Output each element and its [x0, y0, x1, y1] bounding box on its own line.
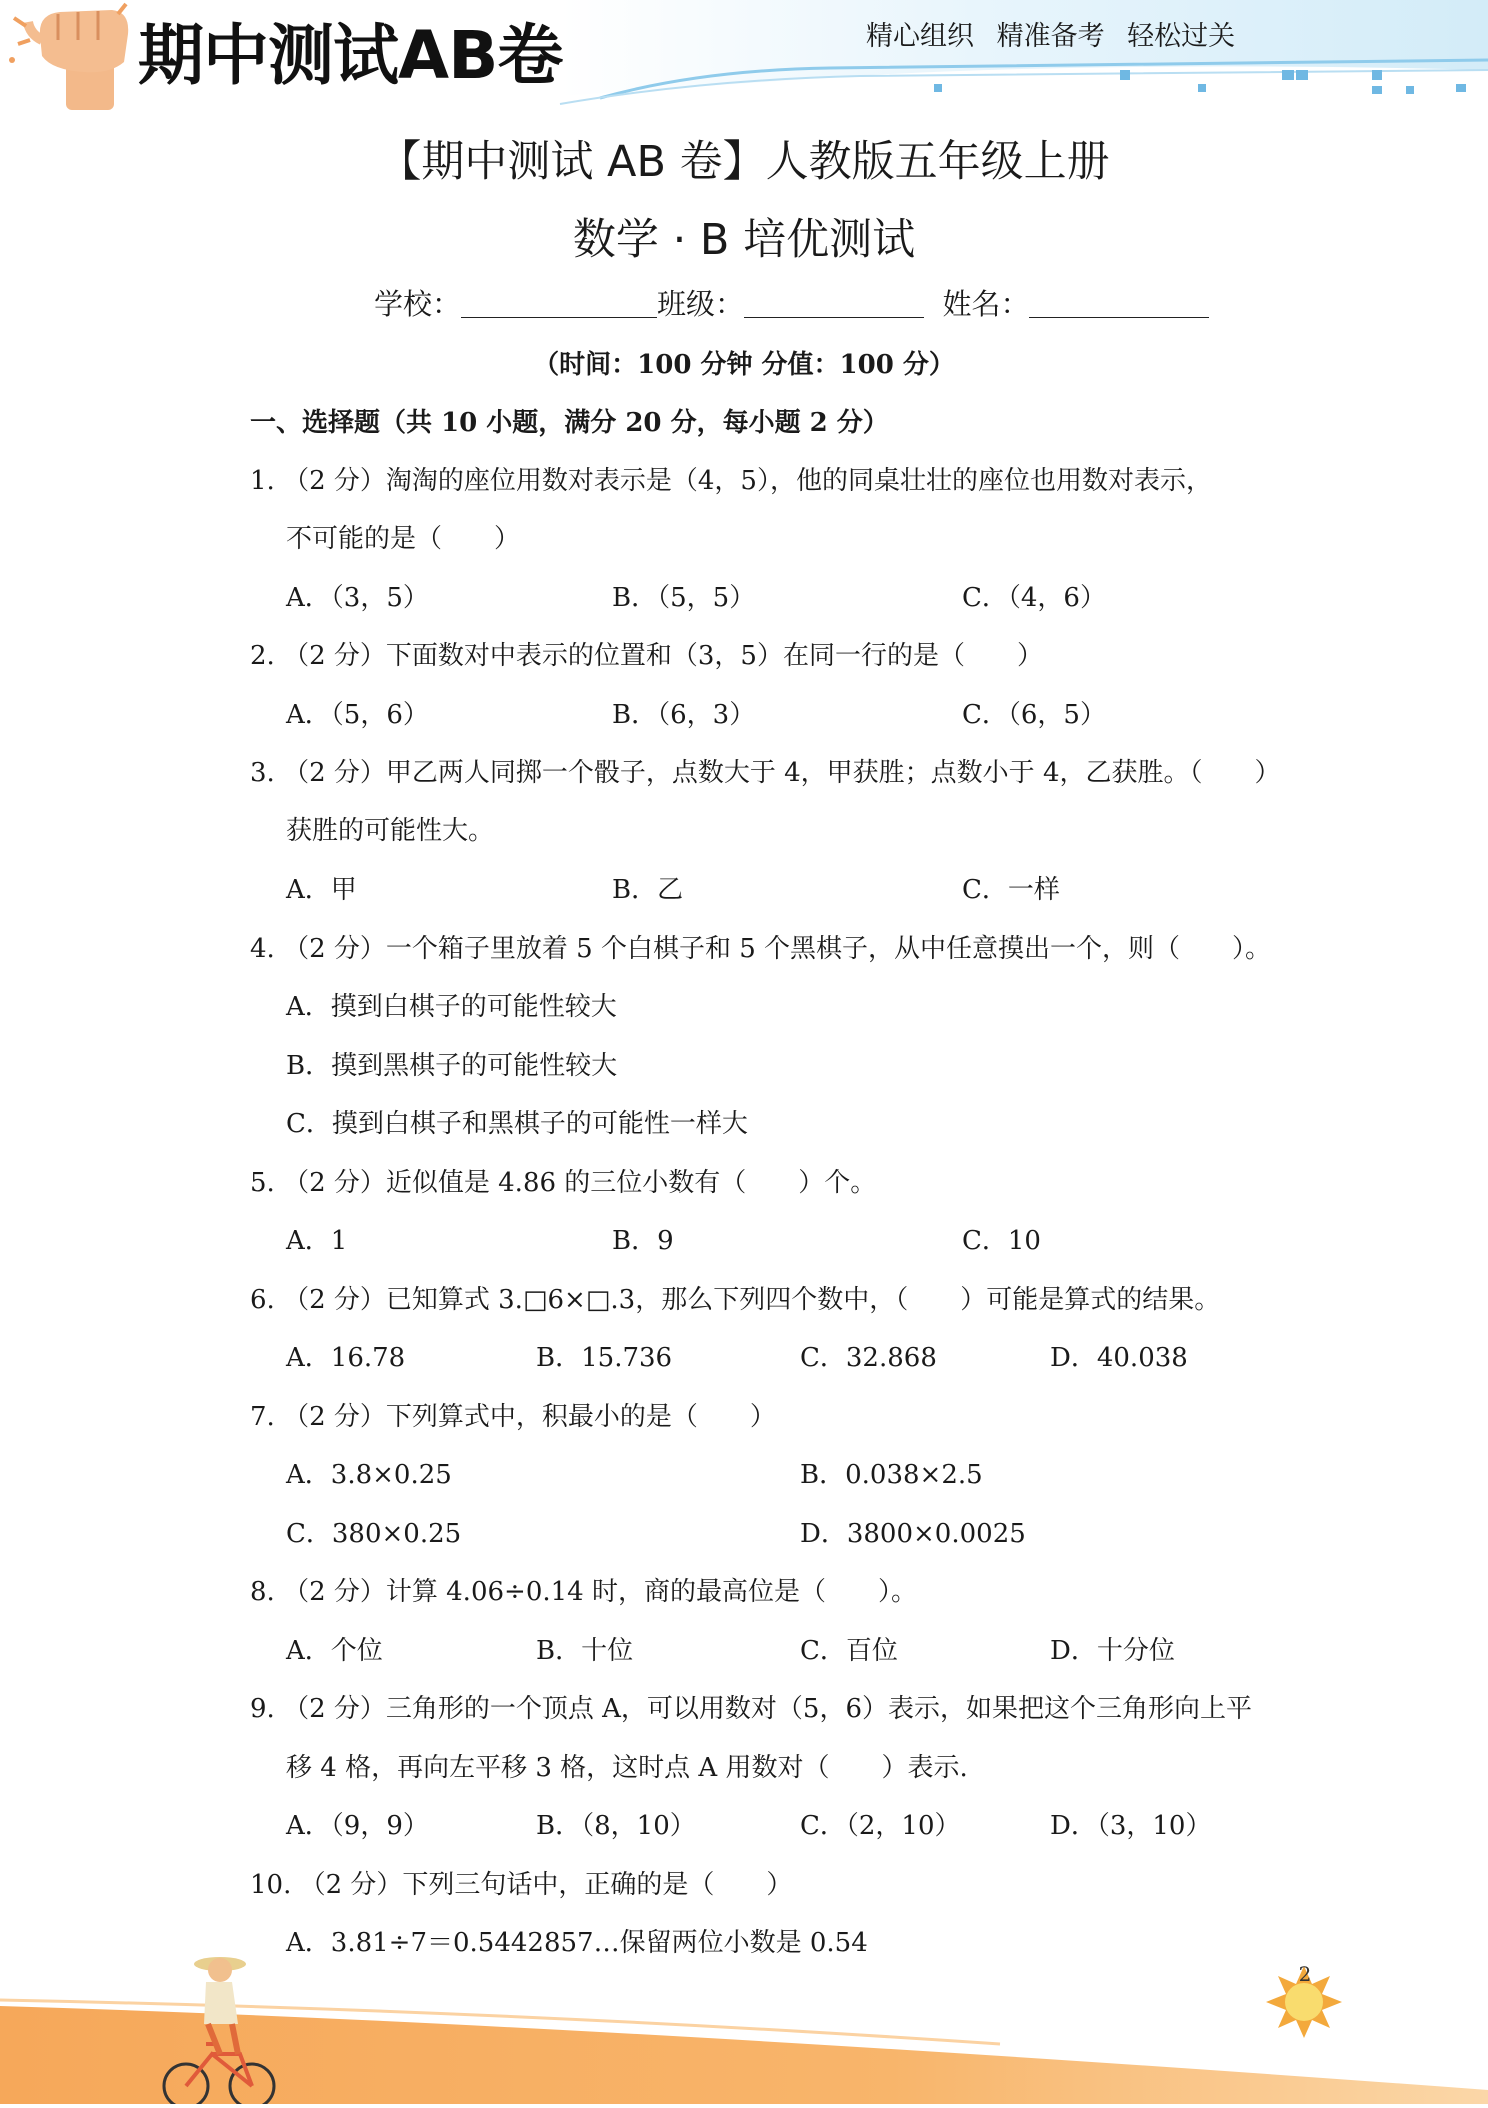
name-label: 姓名： — [942, 287, 1030, 321]
footer-graphic — [0, 1904, 1488, 2104]
option-c[interactable]: C．（2，10） — [800, 1811, 961, 1841]
option-d[interactable]: D．（3，10） — [1050, 1811, 1212, 1841]
option-c[interactable]: C．380×0.25 — [286, 1519, 462, 1549]
option-d[interactable]: D．3800×0.0025 — [800, 1519, 1026, 1549]
option-a[interactable]: A．16.78 — [286, 1343, 406, 1373]
option-b[interactable]: B．（8，10） — [536, 1811, 696, 1841]
option-b[interactable]: B．十位 — [536, 1636, 634, 1666]
banner-title: 期中测试AB卷 — [138, 17, 563, 94]
option-c[interactable]: C．10 — [962, 1226, 1041, 1256]
fist-icon — [9, 4, 128, 110]
option-a[interactable]: A．1 — [286, 1226, 348, 1256]
class-field[interactable] — [744, 287, 924, 318]
option-b[interactable]: B．0.038×2.5 — [800, 1460, 983, 1490]
document-subtitle: 数学 · B 培优测试 — [572, 215, 916, 265]
option-c[interactable]: C．一样 — [962, 875, 1060, 905]
question-text: 不可能的是（ ） — [286, 524, 521, 554]
student-info-line — [374, 282, 1209, 323]
question-text: 3. （2 分）甲乙两人同掷一个骰子，点数大于 4，甲获胜；点数小于 4，乙获胜。（ ） — [250, 758, 1281, 788]
section-heading: 一、选择题（共 10 小题，满分 20 分，每小题 2 分） — [250, 408, 889, 438]
name-field[interactable] — [1029, 287, 1209, 318]
option-a[interactable]: A．个位 — [286, 1636, 383, 1666]
question-text: 7. （2 分）下列算式中，积最小的是（ ） — [250, 1402, 776, 1432]
option-c[interactable]: C．百位 — [800, 1636, 898, 1666]
option-c[interactable]: C．（6，5） — [962, 700, 1106, 730]
option-c[interactable]: C．32.868 — [800, 1343, 937, 1373]
question-text: 4. （2 分）一个箱子里放着 5 个白棋子和 5 个黑棋子，从中任意摸出一个，则（ ）。 — [250, 934, 1272, 964]
banner-slogan: 精心组织 精准备考 轻松过关 — [866, 21, 1236, 52]
question-text: 6. （2 分）已知算式 3.□6×□.3，那么下列四个数中，（ ）可能是算式的结果。 — [250, 1285, 1221, 1315]
option-b[interactable]: B．（6，3） — [612, 700, 756, 730]
option-d[interactable]: D．十分位 — [1050, 1636, 1175, 1666]
school-label: 学校： — [374, 287, 462, 321]
question-text: 2. （2 分）下面数对中表示的位置和（3，5）在同一行的是（ ） — [250, 641, 1043, 671]
option-c[interactable]: C．摸到白棋子和黑棋子的可能性一样大 — [286, 1109, 748, 1139]
question-text: 5. （2 分）近似值是 4.86 的三位小数有（ ）个。 — [250, 1168, 877, 1198]
option-a[interactable]: A．3.81÷7＝0.5442857…保留两位小数是 0.54 — [286, 1928, 868, 1958]
document-title: 【期中测试 AB 卷】人教版五年级上册 — [378, 137, 1110, 187]
option-a[interactable]: A．甲 — [286, 875, 357, 905]
option-d[interactable]: D．40.038 — [1050, 1343, 1188, 1373]
option-b[interactable]: B．15.736 — [536, 1343, 673, 1373]
option-b[interactable]: B．9 — [612, 1226, 674, 1256]
option-c[interactable]: C．（4，6） — [962, 583, 1106, 613]
question-text: 移 4 格，再向左平移 3 格，这时点 A 用数对（ ）表示. — [286, 1753, 968, 1783]
option-a[interactable]: A．（3，5） — [286, 583, 429, 613]
exam-meta: （时间：100 分钟 分值：100 分） — [533, 350, 955, 380]
school-field[interactable] — [461, 287, 657, 318]
footer-decoration — [0, 1904, 1488, 2104]
option-a[interactable]: A．摸到白棋子的可能性较大 — [286, 992, 617, 1022]
option-b[interactable]: B．摸到黑棋子的可能性较大 — [286, 1051, 618, 1081]
option-a[interactable]: A．3.8×0.25 — [286, 1460, 452, 1490]
question-text: 8. （2 分）计算 4.06÷0.14 时，商的最高位是（ ）。 — [250, 1577, 917, 1607]
question-text: 1. （2 分）淘淘的座位用数对表示是（4，5），他的同桌壮壮的座位也用数对表示， — [250, 466, 1212, 496]
option-a[interactable]: A．（5，6） — [286, 700, 429, 730]
option-b[interactable]: B．（5，5） — [612, 583, 756, 613]
header-banner — [0, 0, 1488, 110]
option-b[interactable]: B．乙 — [612, 875, 684, 905]
question-text: 10. （2 分）下列三句话中，正确的是（ ） — [250, 1870, 793, 1900]
page-number: 2 — [1298, 1962, 1312, 1986]
question-text: 获胜的可能性大。 — [286, 816, 495, 846]
option-a[interactable]: A．（9，9） — [286, 1811, 429, 1841]
class-label: 班级： — [657, 287, 745, 321]
question-text: 9. （2 分）三角形的一个顶点 A，可以用数对（5，6）表示，如果把这个三角形向上平 — [250, 1694, 1253, 1724]
